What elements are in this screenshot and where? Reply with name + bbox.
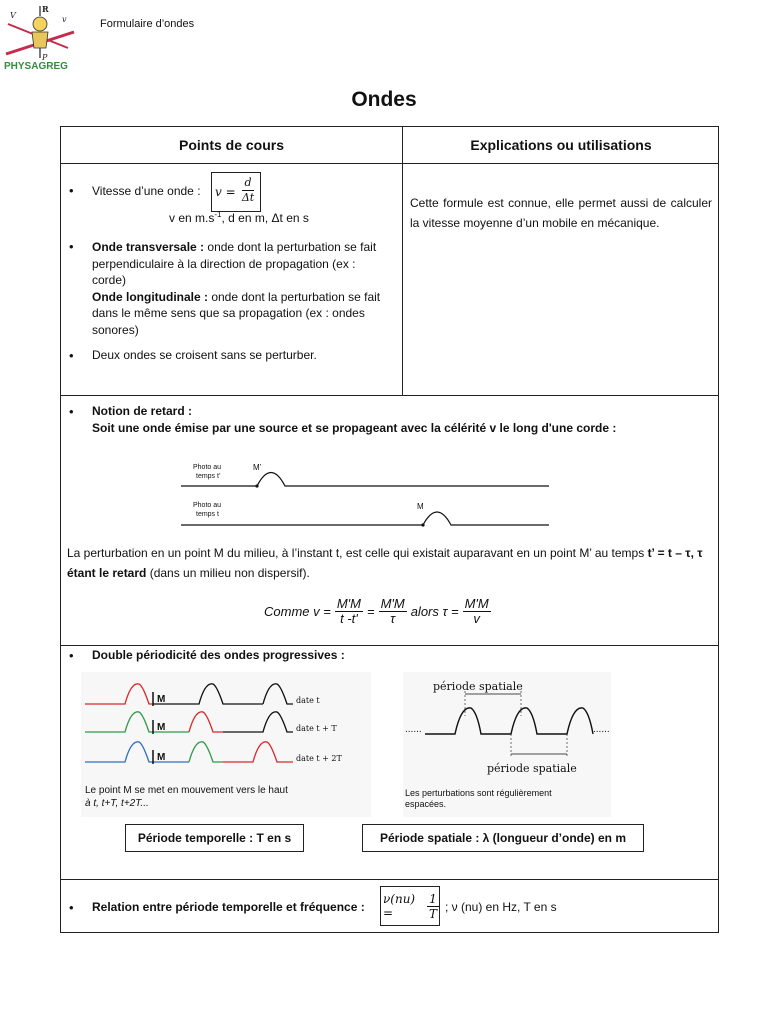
- frequency-fraction: [427, 892, 439, 921]
- frequency-relation-label: Relation entre période temporelle et fréquence :: [92, 900, 365, 914]
- header-explications: Explications ou utilisations: [470, 137, 652, 153]
- spatial-dots-right: ......: [593, 724, 610, 735]
- speed-fraction: [239, 176, 257, 205]
- rope-line-t-prime: [181, 473, 549, 487]
- bullet: •: [69, 183, 74, 198]
- wave-red-3: [223, 742, 293, 762]
- photo2-line1: Photo au: [193, 502, 222, 509]
- page-title: Ondes: [351, 88, 417, 111]
- longitudinal-text: onde dont la perturbation se fait dans le même sens que sa propagation (ex : ondes sonores): [92, 289, 381, 337]
- frequency-numerator: 1: [429, 891, 437, 906]
- bullet: •: [69, 348, 74, 363]
- formula-frac1: [335, 597, 363, 626]
- speed-formula-lhs: v =: [215, 185, 236, 199]
- wave-green-3: [189, 742, 223, 762]
- bullet: •: [69, 404, 74, 419]
- frac3-numerator: M'M: [464, 595, 489, 611]
- frac1-denominator: t -t': [340, 610, 358, 626]
- speed-explanation: Cette formule est connue, elle permet aussi de calculer la vitesse moyenne d’un mobile en mécanique.: [410, 196, 712, 230]
- units-prefix: v en m.s: [169, 211, 215, 225]
- bullet: •: [69, 900, 74, 915]
- frac3-denominator: v: [473, 610, 480, 626]
- wave-red-1: [85, 684, 153, 704]
- longitudinal-definition: [92, 289, 388, 339]
- logo-vector-p: P: [42, 53, 48, 62]
- temporal-caption-line2: à t, t+T, t+2T...: [85, 798, 149, 809]
- wave-black-1b: [263, 684, 293, 704]
- frac2-numerator: M'M: [380, 595, 405, 611]
- double-periodicity-heading: Double périodicité des ondes progressives :: [92, 648, 345, 662]
- wave-black-2: [223, 712, 293, 732]
- spatial-figure: [403, 672, 611, 817]
- physagreg-logo: [2, 2, 78, 72]
- logo-text: PHYSAGREG: [4, 61, 68, 72]
- speed-label: Vitesse d’une onde :: [92, 184, 201, 198]
- table-divider: [61, 395, 718, 396]
- photo2-line2: temps t: [196, 511, 219, 518]
- delay-intro: Soit une onde émise par une source et se propageant avec la célérité v le long d'une corde :: [92, 421, 617, 435]
- delay-text-part2: (dans un milieu non dispersif).: [146, 566, 310, 580]
- wave-black-1: [153, 684, 263, 704]
- units-suffix: , d en m, Δt en s: [221, 211, 309, 225]
- temporal-caption: [85, 784, 288, 810]
- spatial-period-box: Période spatiale : λ (longueur d’onde) en m: [362, 824, 644, 852]
- table-divider: [61, 163, 718, 164]
- formula-equals: =: [366, 603, 375, 619]
- marker-m-2: M: [157, 722, 166, 733]
- logo-vector-v: V: [10, 11, 16, 20]
- spatial-caption: [405, 788, 552, 810]
- frequency-formula-box: [380, 886, 440, 926]
- wave-blue-3: [85, 742, 189, 762]
- wave-types-text: [92, 239, 388, 338]
- table-divider: [61, 879, 718, 880]
- temporal-period-box: Période temporelle : T en s: [125, 824, 304, 852]
- frac1-numerator: M'M: [336, 595, 361, 611]
- course-table: [60, 126, 719, 933]
- point-m-label: M: [417, 502, 424, 511]
- rope-diagram: [179, 453, 559, 533]
- units-exponent: -1: [214, 210, 222, 219]
- point-m-prime-label: M’: [253, 463, 262, 472]
- formula-frac2: [379, 597, 407, 626]
- spatial-label-bottom: période spatiale: [487, 762, 577, 775]
- speed-numerator: d: [244, 176, 252, 189]
- transverse-text: onde dont la perturbation se fait perpendiculaire à la direction de propagation (ex : corde): [92, 240, 377, 287]
- speed-formula-box: [211, 172, 261, 212]
- spatial-label-top: période spatiale: [433, 680, 523, 693]
- table-divider: [61, 645, 718, 646]
- date-label-2: date t + T: [296, 724, 337, 733]
- speed-units: [169, 210, 309, 225]
- cross-text: Deux ondes se croisent sans se perturber.: [92, 348, 317, 362]
- wave-green-2: [85, 712, 189, 732]
- delay-text-bold: t’ = t – τ, τ étant le retard: [67, 546, 703, 580]
- date-label-1: date t: [296, 696, 320, 705]
- spatial-caption-line2: espacées.: [405, 799, 447, 809]
- formula-comme: Comme v =: [264, 603, 331, 619]
- frac2-denominator: τ: [390, 610, 396, 626]
- temporal-figure: [81, 672, 371, 817]
- point-m-dot: [421, 523, 424, 526]
- delay-heading: Notion de retard :: [92, 404, 193, 418]
- formula-frac3: [463, 597, 491, 626]
- spatial-caption-line1: Les perturbations sont régulièrement: [405, 788, 552, 798]
- formula-alors: alors τ =: [410, 603, 459, 619]
- column-divider: [402, 127, 403, 395]
- spatial-dots-left: ......: [405, 724, 422, 735]
- rope-line-t: [181, 512, 549, 525]
- bullet: •: [69, 648, 74, 663]
- wave-red-2: [189, 712, 223, 732]
- delay-explanation: [67, 543, 713, 583]
- speed-denominator: Δt: [241, 191, 255, 204]
- delay-text-part1: La perturbation en un point M du milieu, à l’instant t, est celle qui existait auparavant en un point M’ au temps: [67, 546, 648, 560]
- spatial-wave: [425, 708, 593, 734]
- transverse-definition: [92, 239, 388, 289]
- longitudinal-label: Onde longitudinale :: [92, 289, 208, 304]
- date-label-3: date t + 2T: [296, 754, 342, 763]
- logo-vector-v2: v: [62, 15, 67, 24]
- logo-vector-r: R: [42, 4, 49, 14]
- frequency-units: ; ν (nu) en Hz, T en s: [445, 900, 557, 914]
- delay-formula: [264, 593, 491, 629]
- point-m-prime-dot: [255, 484, 258, 487]
- photo1-line1: Photo au: [193, 464, 222, 471]
- bullet: •: [69, 239, 74, 254]
- frequency-denominator: T: [428, 906, 437, 921]
- photo1-line2: temps t’: [196, 473, 221, 480]
- marker-m-3: M: [157, 752, 166, 763]
- transverse-label: Onde transversale :: [92, 240, 205, 254]
- frequency-formula-lhs: ν(nu) =: [383, 892, 416, 920]
- document-label: Formulaire d’ondes: [100, 18, 195, 30]
- marker-m-1: M: [157, 694, 166, 705]
- temporal-caption-line1: Le point M se met en mouvement vers le haut: [85, 785, 288, 796]
- header-points-de-cours: Points de cours: [178, 137, 285, 153]
